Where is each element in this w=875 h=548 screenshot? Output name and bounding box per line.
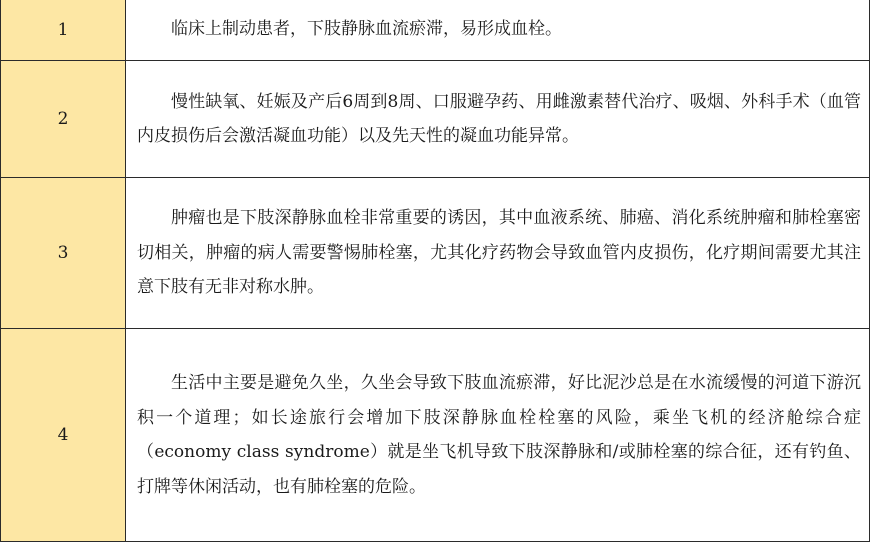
row-text: 慢性缺氧、妊娠及产后6周到8周、口服避孕药、用雌激素替代治疗、吸烟、外科手术（血管内皮损伤后会激活凝血功能）以及先天性的凝血功能异常。	[137, 91, 861, 146]
row-number-cell	[1, 178, 126, 329]
row-number-cell	[1, 0, 126, 61]
row-text-cell	[126, 329, 870, 542]
table-row	[1, 0, 870, 61]
row-number: 3	[57, 243, 69, 263]
row-number: 4	[57, 425, 69, 445]
row-text: 临床上制动患者，下肢静脉血流瘀滞，易形成血栓。	[171, 19, 562, 40]
table-row	[1, 329, 870, 542]
row-text-cell	[126, 61, 870, 178]
row-number-cell	[1, 329, 126, 542]
table-row	[1, 61, 870, 178]
row-text-cell	[126, 178, 870, 329]
row-text: 生活中主要是避免久坐，久坐会导致下肢血流瘀滞，好比泥沙总是在水流缓慢的河道下游沉积一个道理；如长途旅行会增加下肢深静脉血栓栓塞的风险，乘坐飞机的经济舱综合症（economy class syndrome）就是坐飞机导致下肢深静脉和/或肺栓塞的综合征，还有钓鱼、打牌等休闲活动，也有肺栓塞的危险。	[137, 373, 861, 497]
row-text: 肿瘤也是下肢深静脉血栓非常重要的诱因，其中血液系统、肺癌、消化系统肿瘤和肺栓塞密切相关，肿瘤的病人需要警惕肺栓塞，尤其化疗药物会导致血管内皮损伤，化疗期间需要尤其注意下肢有无非对称水肿。	[137, 208, 861, 298]
table-row	[1, 178, 870, 329]
row-number: 1	[57, 19, 69, 40]
row-number: 2	[57, 109, 69, 129]
row-text-cell	[126, 0, 870, 61]
row-number-cell	[1, 61, 126, 178]
